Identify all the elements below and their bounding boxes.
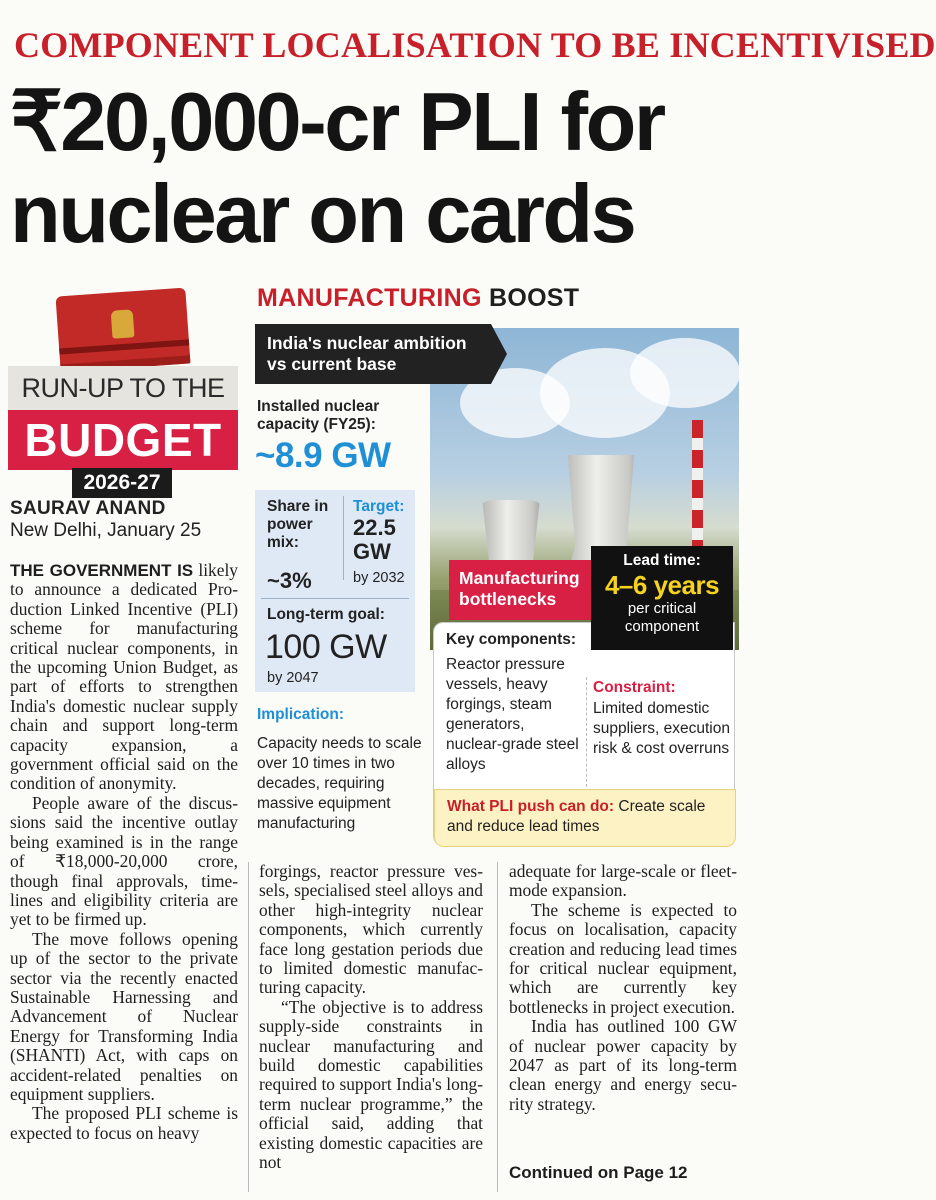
key-components-label: Key components:	[446, 631, 577, 648]
share-value: ~3%	[267, 568, 312, 593]
infographic-title: MANUFACTURING BOOST	[257, 284, 580, 312]
badge-budget: BUDGET	[8, 410, 238, 470]
dateline: New Delhi, January 25	[10, 520, 202, 541]
implication-text: Capacity needs to scale over 10 times in two decades, requiring massive equipment manufacturing	[257, 735, 422, 832]
installed-label: Installed nuclear capacity (FY25):	[257, 398, 380, 433]
continued-link[interactable]: Continued on Page 12	[509, 1163, 688, 1182]
target-value: 22.5 GW	[353, 515, 396, 564]
pli-text: Create scale and reduce lead times	[447, 798, 706, 835]
key-components-text: Reactor pressure vessels, heavy forgings, steam generators, nuclear-grade steel alloys	[446, 656, 579, 773]
pli-label: What PLI push can do:	[447, 798, 615, 815]
implication-label: Implication:	[257, 706, 344, 723]
lead-time-label: Lead time:	[623, 552, 701, 569]
target-label: Target:	[353, 498, 405, 515]
article-column-3	[509, 862, 737, 1114]
constraint-text: Limited domestic suppliers, execution risk & cost overruns	[593, 700, 730, 757]
article-column-2	[259, 862, 483, 1173]
author: SAURAV ANAND	[10, 498, 166, 519]
lead-time-value: 4–6 years	[604, 570, 720, 600]
badge-year: 2026-27	[72, 468, 172, 498]
lead-in: THE GOVERNMENT IS	[10, 561, 194, 580]
paragraph: adequate for large-scale or fleet-mode expansion.	[509, 861, 737, 901]
briefcase-icon	[56, 288, 191, 373]
goal-value: 100 GW	[265, 628, 387, 666]
column-rule	[248, 862, 249, 1192]
lead-time-sub: per critical component	[624, 600, 700, 635]
constraint-label: Constraint:	[593, 679, 676, 696]
paragraph: The scheme is expected to focus on localisation, capacity creation and reducing lead times for critical nuclear equipment, which are currently key bottlenecks in project execution.	[509, 899, 737, 1017]
paragraph: “The objective is to address supply-side constraints in nuclear manufacturing and build domestic capabilities required to support India's long-term nuclear programme,” the official said, adding that existing domestic capacities are not	[259, 996, 483, 1173]
share-label: Share in power mix:	[267, 498, 329, 551]
badge-runup: RUN-UP TO THE	[8, 366, 238, 410]
pli-box	[434, 789, 736, 847]
lead-time-box	[591, 546, 733, 650]
kicker: COMPONENT LOCALISATION TO BE INCENTIVISED	[14, 25, 936, 65]
bottlenecks-label: Manufacturing bottlenecks	[449, 560, 591, 620]
paragraph: India has outlined 100 GW of nuclear power capacity by 2047 as part of its long-term clean energy and energy security strategy.	[509, 1016, 737, 1114]
article-column-1	[10, 561, 238, 1143]
installed-value: ~8.9 GW	[255, 436, 391, 475]
goal-label: Long-term goal:	[267, 606, 385, 623]
paragraph: THE GOVERNMENT IS likely to announce a dedicated Production Linked Incentive (PLI) scheme for manufacturing critical nuclear components, in the upcoming Union Budget, as part of efforts to strengthen India's domestic nuclear supply chain and support long-term capacity expansion, a government official said on the condition of anonymity.	[10, 560, 238, 794]
components-panel	[433, 622, 735, 846]
capacity-panel	[255, 490, 415, 692]
byline	[10, 498, 201, 542]
paragraph: forgings, reactor pressure vessels, specialised steel alloys and other high-integrity nuclear components, which currently face long gestation periods due to limited domestic manufacturing capacity.	[259, 861, 483, 998]
paragraph: The proposed PLI scheme is expected to focus on heavy	[10, 1103, 238, 1143]
paragraph: People aware of the discussions said the incentive outlay being examined is in the range of ₹18,000-20,000 crore, though final approvals, timelines and eligibility criteria are yet to be firmed up.	[10, 792, 238, 930]
goal-year: by 2047	[267, 670, 319, 686]
paragraph: The move follows opening up of the sector to the private sector via the recently enacted Sustainable Harnessing and Advancement of Nuclear Energy for Transforming India (SHANTI) Act, with caps on accident-related penalties on equipment suppliers.	[10, 928, 238, 1104]
headline: ₹20,000-cr PLI for nuclear on cards	[10, 75, 664, 260]
infographic	[255, 278, 739, 846]
column-rule	[497, 862, 498, 1192]
budget-badge	[8, 286, 238, 494]
target-year: by 2032	[353, 570, 405, 586]
ambition-header: India's nuclear ambition vs current base	[255, 324, 491, 384]
